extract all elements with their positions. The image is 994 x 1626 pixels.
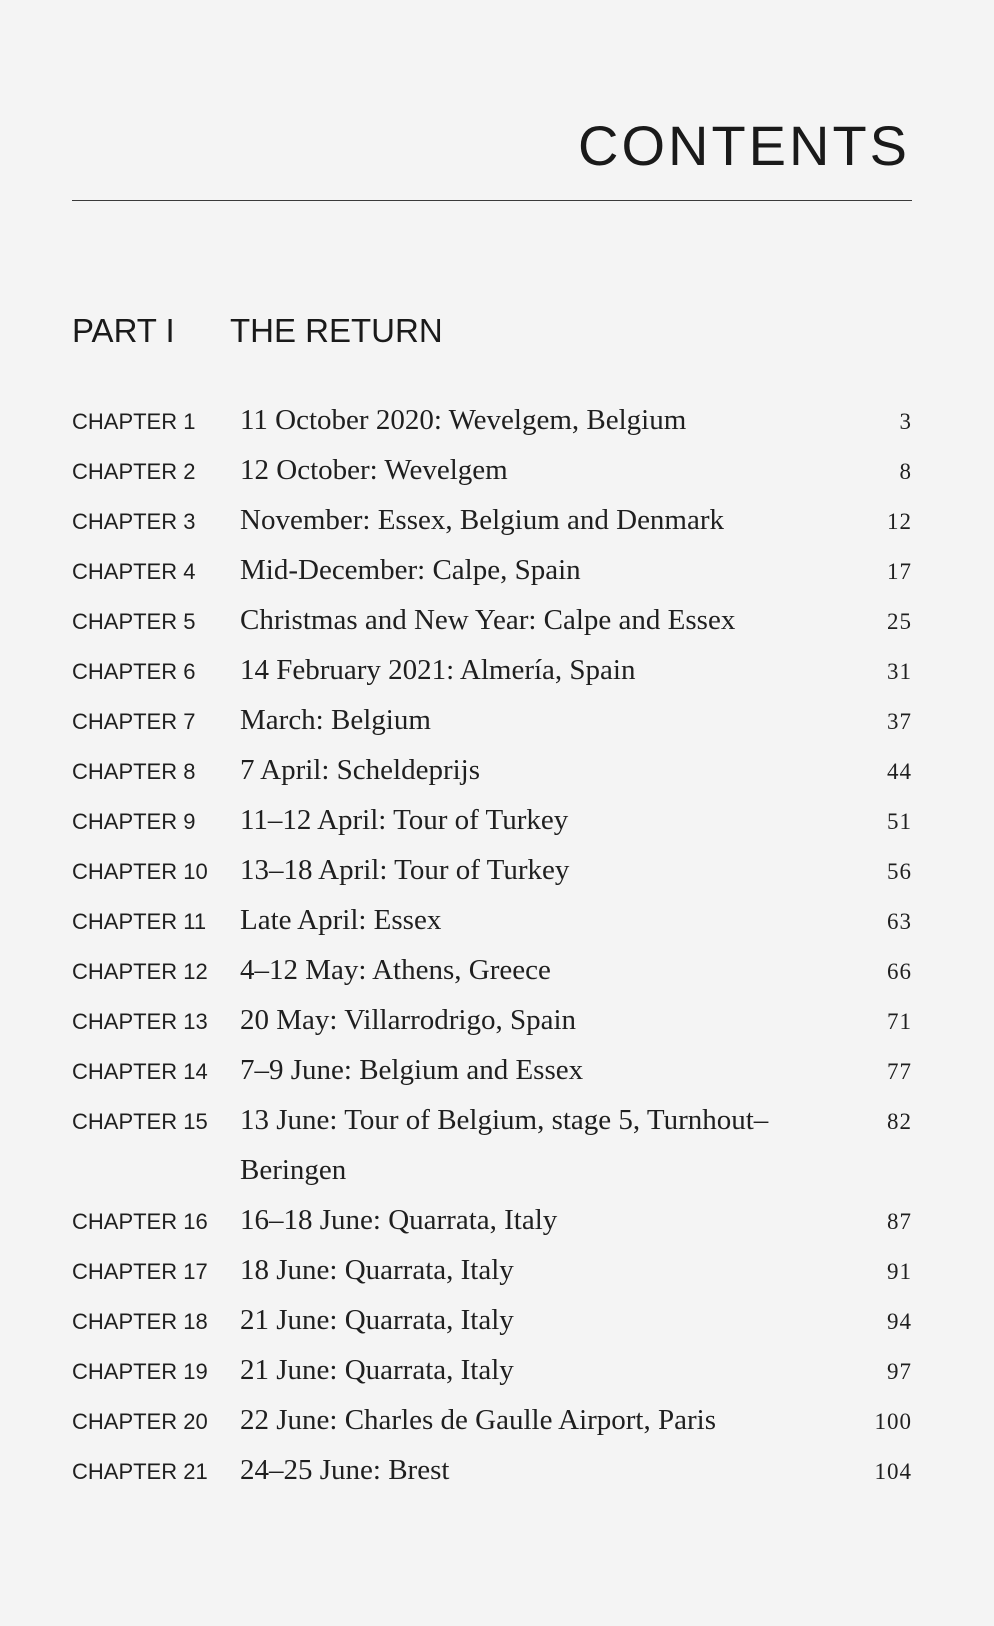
toc-entry xyxy=(72,395,912,445)
page-number: 51 xyxy=(887,809,912,834)
toc-entry xyxy=(72,1295,912,1345)
page-number: 100 xyxy=(874,1409,912,1434)
part-title: THE RETURN xyxy=(230,312,443,349)
toc-entry xyxy=(72,495,912,545)
toc-entry xyxy=(72,945,912,995)
page-number: 3 xyxy=(899,409,912,434)
chapter-title: 7–9 June: Belgium and Essex xyxy=(240,1054,584,1086)
page-number: 25 xyxy=(887,609,912,634)
chapter-label: CHAPTER 14 xyxy=(72,1059,208,1084)
page-number: 8 xyxy=(899,459,912,484)
toc-entry xyxy=(72,1245,912,1295)
chapter-title: Late April: Essex xyxy=(240,904,442,936)
chapter-title: 11 October 2020: Wevelgem, Belgium xyxy=(240,404,687,436)
chapter-label: CHAPTER 6 xyxy=(72,659,196,684)
title-divider xyxy=(72,200,912,201)
page-number: 17 xyxy=(887,559,912,584)
chapter-title: 16–18 June: Quarrata, Italy xyxy=(240,1204,558,1236)
chapter-label: CHAPTER 5 xyxy=(72,609,196,634)
chapter-title: 4–12 May: Athens, Greece xyxy=(240,954,551,986)
chapter-title: 13 June: Tour of Belgium, stage 5, Turnhout–Beringen xyxy=(240,1104,769,1186)
toc-entry xyxy=(72,1045,912,1095)
toc-entry xyxy=(72,695,912,745)
chapter-label: CHAPTER 17 xyxy=(72,1259,208,1284)
chapter-label: CHAPTER 21 xyxy=(72,1459,208,1484)
page-number: 94 xyxy=(887,1309,912,1334)
chapter-title: 21 June: Quarrata, Italy xyxy=(240,1304,514,1336)
chapter-title: 12 October: Wevelgem xyxy=(240,454,508,486)
chapter-title: 18 June: Quarrata, Italy xyxy=(240,1254,514,1286)
chapter-title: 20 May: Villarrodrigo, Spain xyxy=(240,1004,577,1036)
chapter-label: CHAPTER 13 xyxy=(72,1009,208,1034)
page-number: 87 xyxy=(887,1209,912,1234)
page-number: 71 xyxy=(887,1009,912,1034)
table-of-contents xyxy=(72,395,912,1495)
chapter-label: CHAPTER 8 xyxy=(72,759,196,784)
chapter-label: CHAPTER 10 xyxy=(72,859,208,884)
toc-entry xyxy=(72,795,912,845)
chapter-title: Mid-December: Calpe, Spain xyxy=(240,554,581,586)
page-number: 31 xyxy=(887,659,912,684)
chapter-label: CHAPTER 2 xyxy=(72,459,196,484)
page-number: 56 xyxy=(887,859,912,884)
chapter-title: 24–25 June: Brest xyxy=(240,1454,450,1486)
toc-entry xyxy=(72,595,912,645)
chapter-label: CHAPTER 9 xyxy=(72,809,196,834)
toc-entry xyxy=(72,1095,912,1195)
toc-entry xyxy=(72,745,912,795)
chapter-title: 21 June: Quarrata, Italy xyxy=(240,1354,514,1386)
chapter-label: CHAPTER 16 xyxy=(72,1209,208,1234)
toc-entry xyxy=(72,545,912,595)
page-number: 66 xyxy=(887,959,912,984)
toc-entry xyxy=(72,1445,912,1495)
chapter-label: CHAPTER 18 xyxy=(72,1309,208,1334)
chapter-title: 7 April: Scheldeprijs xyxy=(240,754,481,786)
page-number: 12 xyxy=(887,509,912,534)
page-number: 82 xyxy=(887,1109,912,1134)
page-title: CONTENTS xyxy=(578,114,910,177)
toc-entry xyxy=(72,995,912,1045)
chapter-label: CHAPTER 19 xyxy=(72,1359,208,1384)
page-number: 104 xyxy=(874,1459,912,1484)
toc-entry xyxy=(72,445,912,495)
toc-entry xyxy=(72,895,912,945)
chapter-label: CHAPTER 12 xyxy=(72,959,208,984)
toc-entry xyxy=(72,1345,912,1395)
chapter-title: March: Belgium xyxy=(240,704,431,736)
page-number: 77 xyxy=(887,1059,912,1084)
chapter-label: CHAPTER 4 xyxy=(72,559,196,584)
toc-entry xyxy=(72,1195,912,1245)
chapter-title: 11–12 April: Tour of Turkey xyxy=(240,804,569,836)
chapter-label: CHAPTER 15 xyxy=(72,1109,208,1134)
part-label: PART I xyxy=(72,312,175,349)
chapter-title: 13–18 April: Tour of Turkey xyxy=(240,854,570,886)
chapter-label: CHAPTER 20 xyxy=(72,1409,208,1434)
chapter-label: CHAPTER 1 xyxy=(72,409,196,434)
toc-entry xyxy=(72,845,912,895)
toc-entry xyxy=(72,645,912,695)
page-number: 44 xyxy=(887,759,912,784)
page-number: 63 xyxy=(887,909,912,934)
chapter-title: 14 February 2021: Almería, Spain xyxy=(240,654,636,686)
page-number: 37 xyxy=(887,709,912,734)
chapter-label: CHAPTER 11 xyxy=(72,909,207,934)
chapter-title: November: Essex, Belgium and Denmark xyxy=(240,504,725,536)
page-number: 91 xyxy=(887,1259,912,1284)
toc-entry xyxy=(72,1395,912,1445)
chapter-label: CHAPTER 3 xyxy=(72,509,196,534)
chapter-title: Christmas and New Year: Calpe and Essex xyxy=(240,604,736,636)
chapter-title: 22 June: Charles de Gaulle Airport, Paris xyxy=(240,1404,716,1436)
page-number: 97 xyxy=(887,1359,912,1384)
chapter-label: CHAPTER 7 xyxy=(72,709,196,734)
